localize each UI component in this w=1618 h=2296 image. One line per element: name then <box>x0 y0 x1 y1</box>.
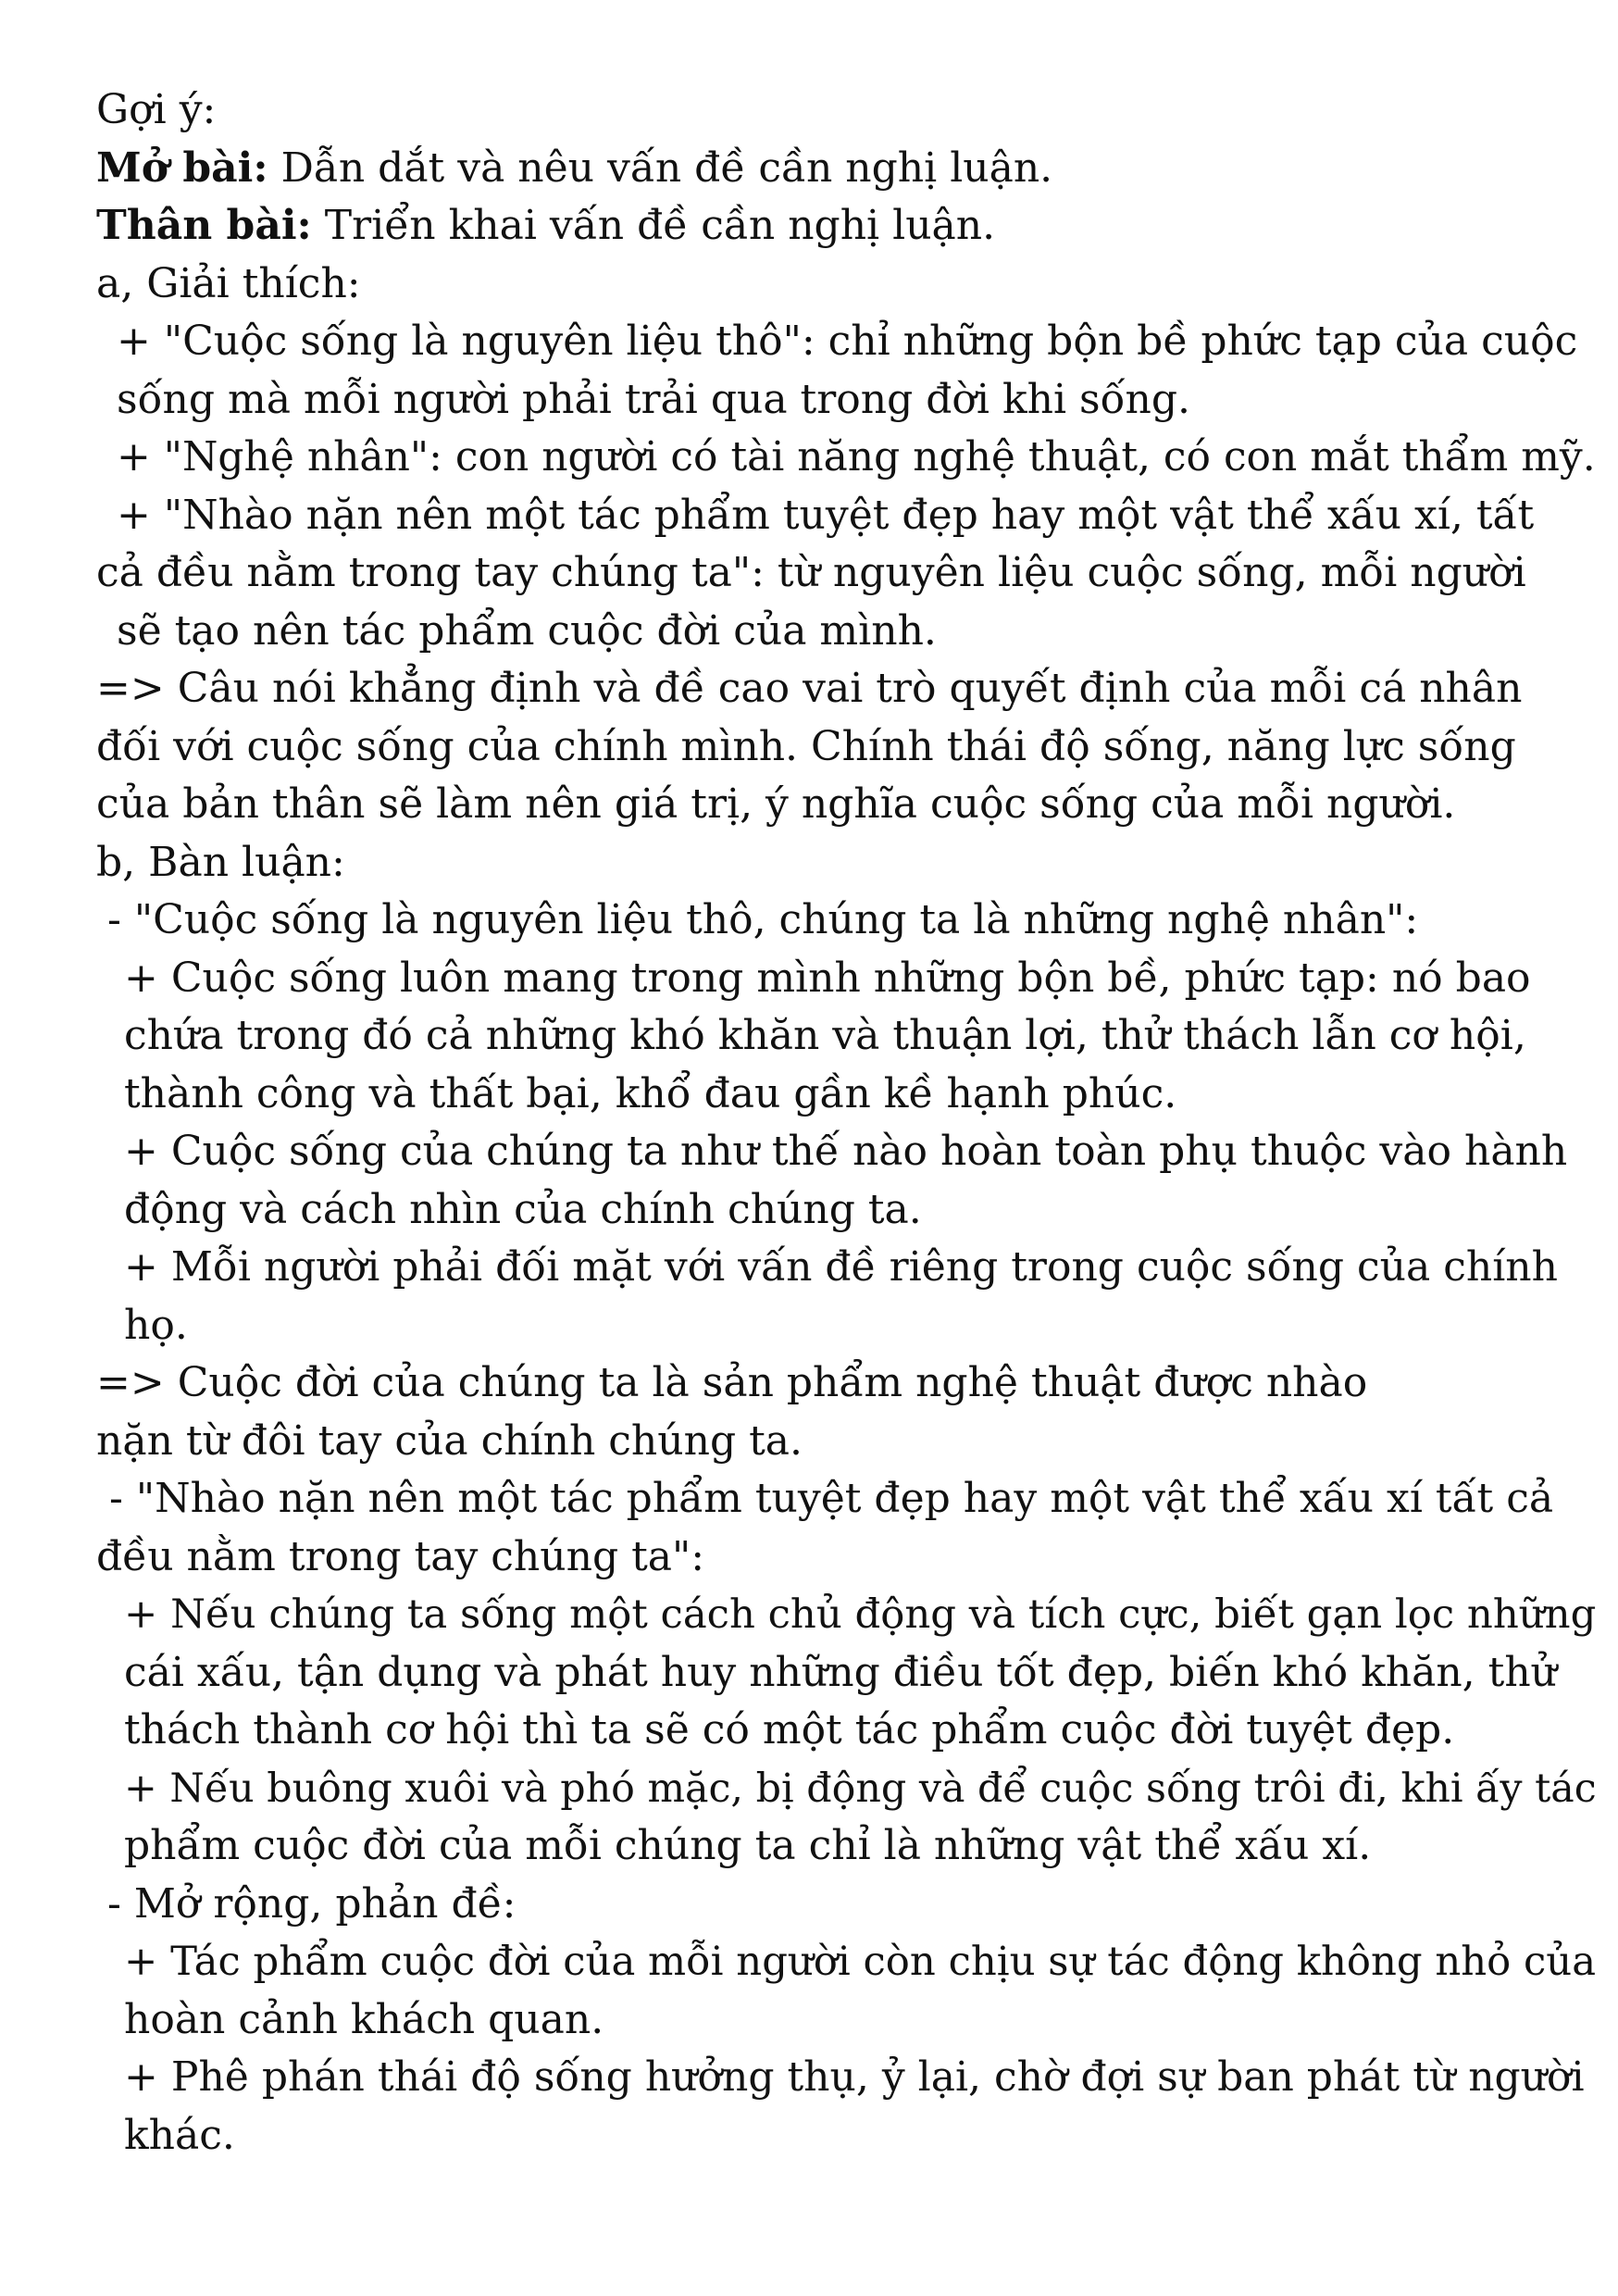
explain-line: sống mà mỗi người phải trải qua trong đời khi sống. <box>117 375 1191 423</box>
discuss-line: phẩm cuộc đời của mỗi chúng ta chỉ là những vật thể xấu xí. <box>124 1822 1372 1869</box>
discuss-line: khác. <box>124 2111 235 2159</box>
discuss-line: hoàn cảnh khách quan. <box>124 1995 604 2043</box>
discuss-conclusion-line: nặn từ đôi tay của chính chúng ta. <box>96 1416 803 1465</box>
intro-line <box>96 140 1577 198</box>
explain-line: + "Nhào nặn nên một tác phẩm tuyệt đẹp hay một vật thể xấu xí, tất <box>117 491 1535 539</box>
explain-line: cả đều nằm trong tay chúng ta": từ nguyên liệu cuộc sống, mỗi người <box>96 549 1526 596</box>
discuss-line: chứa trong đó cả những khó khăn và thuận lợi, thử thách lẫn cơ hội, <box>124 1012 1526 1059</box>
explain-line: sẽ tạo nên tác phẩm cuộc đời của mình. <box>117 606 937 655</box>
discuss-line: + Phê phán thái độ sống hưởng thụ, ỷ lại, chờ đợi sự ban phát từ người <box>124 2053 1585 2101</box>
body-text: Triển khai vấn đề cần nghị luận. <box>311 202 996 249</box>
explain-heading: a, Giải thích: <box>96 259 361 307</box>
discuss-line: + Cuộc sống của chúng ta như thế nào hoàn toàn phụ thuộc vào hành <box>124 1128 1568 1175</box>
discuss-line: - Mở rộng, phản đề: <box>107 1879 517 1928</box>
explain-line: + "Cuộc sống là nguyên liệu thô": chỉ những bộn bề phức tạp của cuộc <box>117 318 1578 365</box>
explain-conclusion-line: của bản thân sẽ làm nên giá trị, ý nghĩa cuộc sống của mỗi người. <box>96 780 1456 828</box>
intro-label: Mở bài: <box>96 144 268 192</box>
explain-line: + "Nghệ nhân": con người có tài năng nghệ thuật, có con mắt thẩm mỹ. <box>117 433 1596 480</box>
discuss-line: thách thành cơ hội thì ta sẽ có một tác phẩm cuộc đời tuyệt đẹp. <box>124 1706 1455 1753</box>
discuss-line: họ. <box>124 1301 188 1349</box>
discuss-line: + Cuộc sống luôn mang trong mình những bộn bề, phức tạp: nó bao <box>124 954 1531 1002</box>
discuss-line: + Nếu buông xuôi và phó mặc, bị động và để cuộc sống trôi đi, khi ấy tác <box>124 1765 1597 1812</box>
discuss-heading: b, Bàn luận: <box>96 838 345 886</box>
document-text <box>96 81 1597 2165</box>
discuss-line: - "Nhào nặn nên một tác phẩm tuyệt đẹp hay một vật thể xấu xí tất cả <box>109 1475 1554 1522</box>
body-label: Thân bài: <box>96 202 312 249</box>
discuss-line: đều nằm trong tay chúng ta": <box>96 1532 705 1580</box>
body-line <box>96 197 1577 256</box>
discuss-line: - "Cuộc sống là nguyên liệu thô, chúng ta là những nghệ nhân": <box>107 896 1419 943</box>
explain-conclusion-line: đối với cuộc sống của chính mình. Chính thái độ sống, năng lực sống <box>96 722 1516 770</box>
discuss-line: + Mỗi người phải đối mặt với vấn đề riêng trong cuộc sống của chính <box>124 1243 1558 1291</box>
discuss-line: cái xấu, tận dụng và phát huy những điều tốt đẹp, biến khó khăn, thử <box>124 1648 1558 1696</box>
discuss-conclusion-line: => Cuộc đời của chúng ta là sản phẩm nghệ thuật được nhào <box>96 1359 1368 1406</box>
discuss-line: + Tác phẩm cuộc đời của mỗi người còn chịu sự tác động không nhỏ của <box>124 1939 1597 1985</box>
discuss-line: động và cách nhìn của chính chúng ta. <box>124 1185 922 1233</box>
explain-conclusion-line: => Câu nói khẳng định và đề cao vai trò quyết định của mỗi cá nhân <box>96 665 1523 712</box>
discuss-line: thành công và thất bại, khổ đau gần kề hạnh phúc. <box>124 1069 1177 1117</box>
intro-text: Dẫn dắt và nêu vấn đề cần nghị luận. <box>268 144 1053 192</box>
hint-heading: Gợi ý: <box>96 86 217 133</box>
discuss-line: + Nếu chúng ta sống một cách chủ động và tích cực, biết gạn lọc những <box>124 1591 1597 1638</box>
